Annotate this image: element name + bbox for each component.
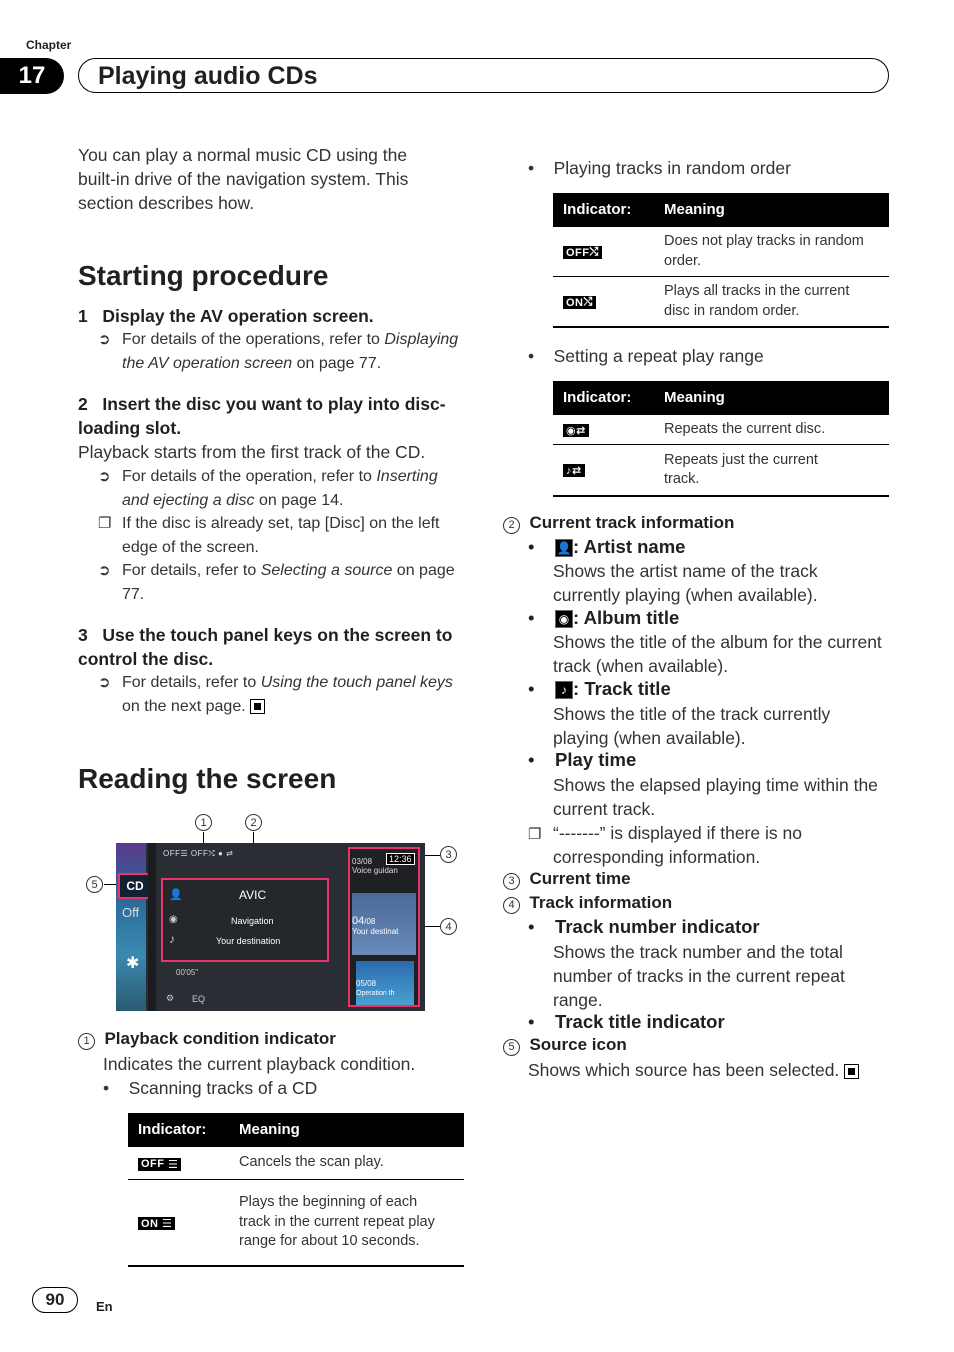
bullet-icon: • <box>103 1078 110 1098</box>
step-1 <box>78 304 463 328</box>
current-time: 12:36 <box>386 853 415 865</box>
callout-number: 1 <box>78 1033 95 1050</box>
table-row: OFF ☰ Cancels the scan play. <box>128 1146 464 1179</box>
track-title-desc: Shows the title of the track currently playing (when available). <box>553 704 831 748</box>
random-off-indicator-icon: OFF ⤭ <box>563 246 602 259</box>
album-title-desc: Shows the title of the album for the current track (when available). <box>553 632 882 676</box>
callout-1: 1 <box>195 814 212 831</box>
bullet-icon: • <box>528 158 535 178</box>
starting-procedure-heading: Starting procedure <box>78 260 329 291</box>
album-icon: ◉ <box>555 610 573 628</box>
table-row: ◉⇄ Repeats the current disc. <box>553 414 889 444</box>
arrow-icon: ➲ <box>98 674 111 691</box>
cross-ref-link[interactable]: Selecting a source <box>260 562 393 579</box>
play-time-label: • Play time <box>528 749 637 770</box>
track-title-label: • ♪ : Track title <box>528 678 671 699</box>
callout-2: 2 <box>245 814 262 831</box>
callout-number: 3 <box>503 873 520 890</box>
checkbox-icon: ❐ <box>98 515 112 532</box>
table-row: OFF ⤭ Does not play tracks in random order. <box>553 226 889 276</box>
scan-off-indicator-icon: OFF ☰ <box>138 1158 181 1171</box>
playback-condition-indicator: OFF☰ OFF⤭ ● ⇄ <box>163 849 234 858</box>
random-on-indicator-icon: ON ⤭ <box>563 296 596 309</box>
language-label: En <box>96 1299 113 1314</box>
artist-name-label: • 👤: Artist name <box>528 536 686 557</box>
cross-ref-link[interactable]: Inserting and ejecting a disc <box>122 468 438 509</box>
callout-4: 4 <box>440 918 457 935</box>
bullet-icon: • <box>528 1011 535 1032</box>
step-number: 3 <box>78 625 88 645</box>
play-time-desc: Shows the elapsed playing time within the current track. <box>553 775 878 819</box>
step-2-body: Playback starts from the first track of the CD. <box>78 442 426 462</box>
bullet-icon: • <box>528 916 535 937</box>
album-text: AVIC <box>239 888 267 902</box>
page-number: 90 <box>32 1287 78 1313</box>
table-header: Indicator: Meaning <box>553 381 889 414</box>
step-2-note-3: ➲ For details, refer to Selecting a source on page 77. <box>98 559 463 606</box>
track-note-icon: ♪ <box>169 932 175 946</box>
title-text-2: Your destination <box>216 936 281 946</box>
source-strip <box>116 843 146 1011</box>
item-3-title: 3 Current time <box>503 869 631 890</box>
callout-number: 2 <box>503 517 520 534</box>
arrow-icon: ➲ <box>98 331 111 348</box>
callout-5: 5 <box>86 876 103 893</box>
disc-key: Disc <box>329 515 361 532</box>
track-item[interactable]: 05/08 Operation th <box>356 961 414 1005</box>
callout-number: 4 <box>503 897 520 914</box>
step-text: Use the touch panel keys on the screen to control the disc. <box>78 625 453 669</box>
source-labels-strip <box>148 843 156 1011</box>
repeat-track-indicator-icon: ♪⇄ <box>563 464 585 477</box>
intro-text: You can play a normal music CD using the built-in drive of the navigation system. This section describes how. <box>78 145 409 213</box>
step-text: Insert the disc you want to play into disc-loading slot. <box>78 394 446 438</box>
step-3-note: ➲ For details, refer to Using the touch panel keys on the next page. <box>98 671 463 718</box>
end-of-section-icon <box>250 699 265 714</box>
bullet-repeat: • Setting a repeat play range <box>528 346 764 366</box>
bullet-icon: • <box>528 607 535 628</box>
track-item[interactable]: 03/08 Voice guidan <box>352 857 398 875</box>
callout-number: 5 <box>503 1039 520 1056</box>
step-2-note-1: ➲ For details of the operation, refer to Inserting and ejecting a disc on page 14. <box>98 465 463 512</box>
bullet-scan: • Scanning tracks of a CD <box>103 1078 318 1098</box>
title-text-1: Navigation <box>231 916 274 926</box>
artist-name-desc: Shows the artist name of the track currently playing (when available). <box>553 561 818 605</box>
table-header: Indicator: Meaning <box>128 1113 464 1146</box>
arrow-icon: ➲ <box>98 468 111 485</box>
current-track-info-box <box>161 878 329 962</box>
checkbox-icon: ❐ <box>528 826 542 843</box>
source-icon-cd[interactable]: CD <box>118 873 152 899</box>
item-5-desc: Shows which source has been selected. <box>528 1058 859 1082</box>
track-note-icon: ♪ <box>555 681 573 699</box>
table-row: ♪⇄ Repeats just the current track. <box>553 444 889 495</box>
step-2 <box>78 392 463 440</box>
random-indicator-table <box>553 193 889 328</box>
eq-button[interactable]: EQ <box>192 994 206 1004</box>
item-2-title: 2 Current track information <box>503 513 734 534</box>
arrow-icon: ➲ <box>98 562 111 579</box>
step-number: 2 <box>78 394 88 414</box>
end-of-section-icon <box>844 1064 859 1079</box>
album-icon: ◉ <box>169 914 178 925</box>
track-title-indicator-label: • Track title indicator <box>528 1011 725 1032</box>
cross-ref-link[interactable]: Using the touch panel keys <box>260 674 453 691</box>
repeat-disc-indicator-icon: ◉⇄ <box>563 424 589 437</box>
album-title-label: • ◉ : Album title <box>528 607 680 628</box>
chapter-label: Chapter <box>26 38 72 52</box>
settings-icon[interactable]: ⚙ <box>166 993 175 1003</box>
bullet-icon: • <box>528 749 535 770</box>
bullet-icon: • <box>528 346 535 366</box>
step-2-note-2: ❐ If the disc is already set, tap [Disc] on the left edge of the screen. <box>98 512 463 559</box>
item-4-title: 4 Track information <box>503 893 672 914</box>
av-screen-illustration <box>116 843 425 1011</box>
off-icon: Off <box>122 905 140 920</box>
reading-the-screen-heading: Reading the screen <box>78 763 337 794</box>
cross-ref-link[interactable]: Displaying the AV operation screen <box>122 331 459 372</box>
step-number: 1 <box>78 306 88 326</box>
scan-on-indicator-icon: ON ☰ <box>138 1217 175 1230</box>
play-time: 00'05" <box>176 968 199 977</box>
callout-3: 3 <box>440 846 457 863</box>
repeat-indicator-table <box>553 381 889 497</box>
track-number-indicator-label: • Track number indicator <box>528 916 760 937</box>
step-3 <box>78 623 463 671</box>
bullet-icon: • <box>528 678 535 699</box>
artist-icon: 👤 <box>169 889 183 901</box>
scan-indicator-table <box>128 1113 464 1267</box>
bluetooth-icon: ✱ <box>126 955 140 972</box>
chapter-number: 17 <box>0 58 64 94</box>
bullet-random: • Playing tracks in random order <box>528 158 791 178</box>
track-number-indicator-desc: Shows the track number and the total number of tracks in the current repeat range. <box>553 942 845 1010</box>
table-row: ON ☰ Plays the beginning of each track in the current repeat play range for about 10 seconds. <box>128 1179 464 1265</box>
bullet-icon: • <box>528 536 535 557</box>
step-1-note: ➲ For details of the operations, refer to Displaying the AV operation screen on page 77. <box>98 328 463 375</box>
track-item-current[interactable]: 04/08 Your destinat <box>352 893 416 955</box>
item-1-desc: Indicates the current playback condition. <box>103 1054 416 1074</box>
table-row: ON ⤭ Plays all tracks in the current disc in random order. <box>553 276 889 326</box>
item-1-title: 1 Playback condition indicator <box>78 1029 336 1050</box>
table-header: Indicator: Meaning <box>553 193 889 226</box>
track-information-panel <box>348 847 420 1007</box>
artist-icon: 👤 <box>556 541 572 556</box>
item-5-title: 5 Source icon <box>503 1035 627 1056</box>
chapter-title: Playing audio CDs <box>98 62 318 90</box>
dash-note: ❐ “-------” is displayed if there is no corresponding information. <box>528 823 802 867</box>
step-text: Display the AV operation screen. <box>102 306 374 326</box>
